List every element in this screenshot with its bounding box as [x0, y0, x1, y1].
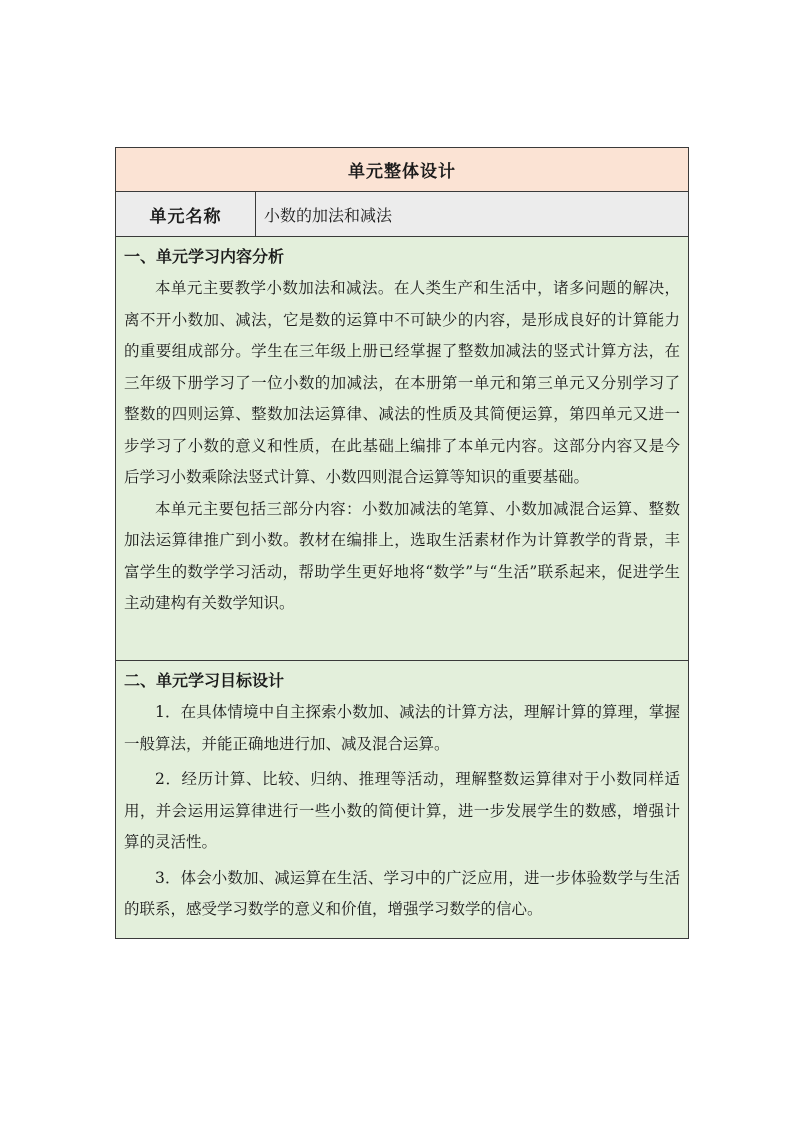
unit-name-row — [116, 192, 688, 237]
learning-goal-item: 3．体会小数加、减运算在生活、学习中的广泛应用，进一步体验数学与生活的联系，感受学习数学的意义和价值，增强学习数学的信心。 — [124, 868, 680, 918]
learning-goal-item: 1．在具体情境中自主探索小数加、减法的计算方法，理解计算的算理，掌握一般算法，并能正确地进行加、减及混合运算。 — [124, 703, 680, 753]
content-analysis-paragraph: 本单元主要包括三部分内容：小数加减法的笔算、小数加减混合运算、整数加法运算律推广到小数。教材在编排上，选取生活素材作为计算教学的背景，丰富学生的数学学习活动，帮助学生更好地将“数学”与“生活”联系起来，促进学生主动建构有关数学知识。 — [124, 499, 680, 612]
content-analysis-paragraph: 本单元主要教学小数加法和减法。在人类生产和生活中，诸多问题的解决，离不开小数加、减法，它是数的运算中不可缺少的内容，是形成良好的计算能力的重要组成部分。学生在三年级上册已经掌握了整数加减法的竖式计算方法，在三年级下册学习了一位小数的加减法，在本册第一单元和第三单元又分别学习了整数的四则运算、整数加法运算律、减法的性质及其简便运算，第四单元又进一步学习了小数的意义和性质，在此基础上编排了本单元内容。这部分内容又是今后学习小数乘除法竖式计算、小数四则混合运算等知识的重要基础。 — [124, 279, 680, 486]
table-title: 单元整体设计 — [116, 148, 688, 192]
learning-goals-section — [116, 661, 688, 938]
unit-design-table — [115, 147, 689, 939]
unit-name-label: 单元名称 — [116, 192, 256, 236]
content-analysis-section — [116, 237, 688, 661]
unit-name-value: 小数的加法和减法 — [264, 205, 393, 225]
content-analysis-heading: 一、单元学习内容分析 — [124, 247, 285, 266]
learning-goal-item: 2．经历计算、比较、归纳、推理等活动，理解整数运算律对于小数同样适用，并会运用运算律进行一些小数的简便计算，进一步发展学生的数感，增强计算的灵活性。 — [124, 770, 680, 851]
learning-goals-heading: 二、单元学习目标设计 — [124, 671, 285, 690]
